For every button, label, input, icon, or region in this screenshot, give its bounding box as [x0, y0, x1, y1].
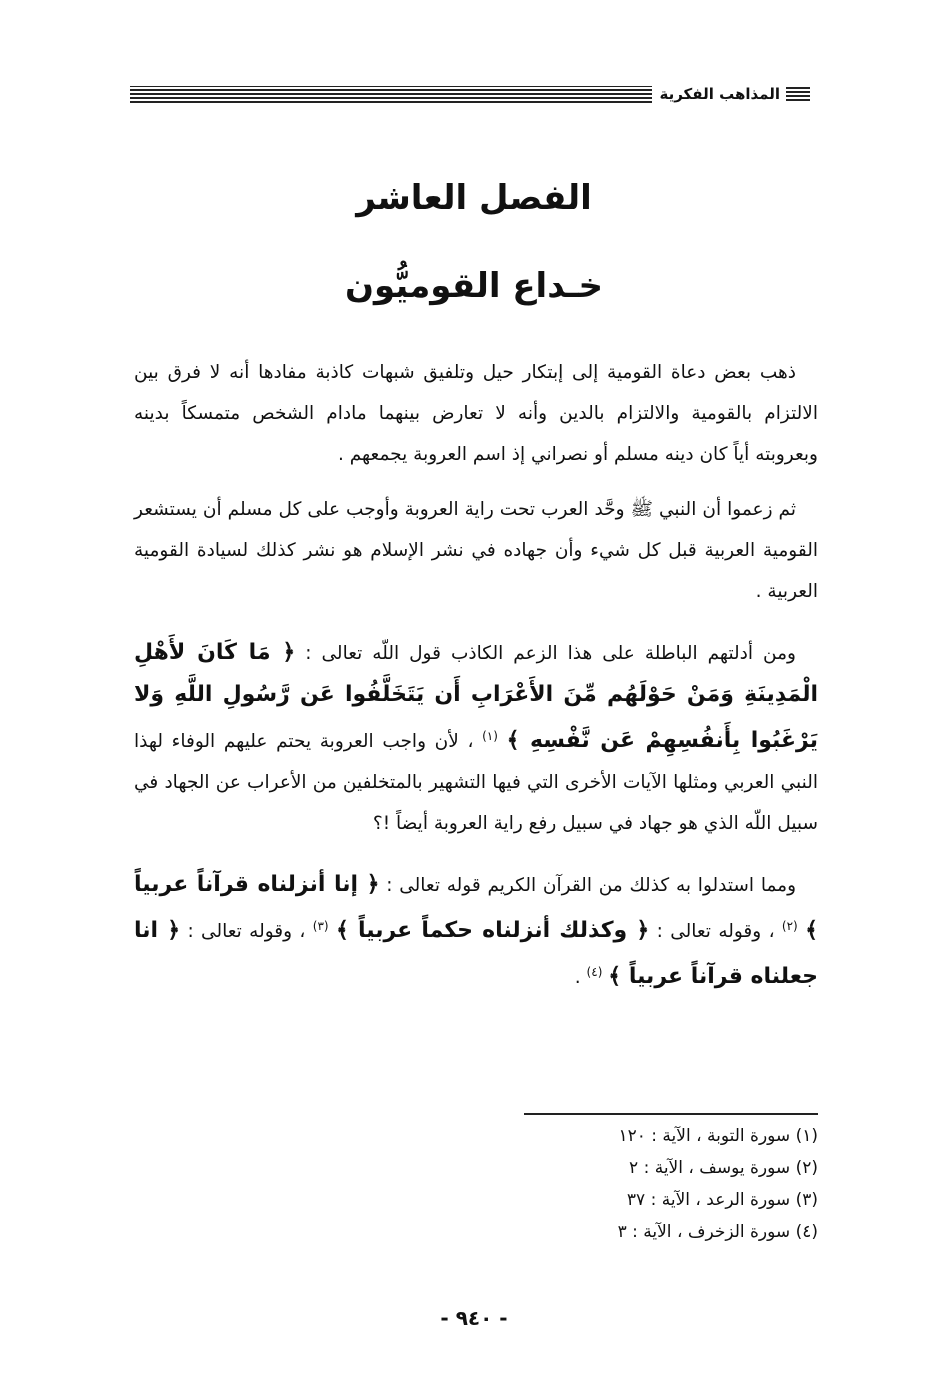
quran-verse-4: ﴿ انا جعلناه قرآناً عربياً ﴾	[134, 918, 818, 990]
header-lines-icon	[786, 87, 810, 101]
paragraph-4-intro: ومما استدلوا به كذلك من القرآن الكريم قوله تعالى :	[379, 875, 797, 897]
footnote-ref-1: (١)	[482, 729, 498, 743]
paragraph-1: ذهب بعض دعاة القومية إلى إبتكار حيل وتلفيق شبهات كاذبة مفادها أنه لا فرق بين الالتزام بالقومية والالتزام بالدين وأنه لا تعارض بينهما مادام الشخص متمسكاً بدينه وبعروبته أياً كان دينه مسلم أو نصراني إذ اسم العروبة يجمعهم .	[134, 362, 818, 465]
paragraph-3-intro: ومن أدلتهم الباطلة على هذا الزعم الكاذب قول اللّه تعالى :	[295, 643, 796, 664]
quran-verse-3: ﴿ وكذلك أنزلناه حكماً عربياً ﴾	[335, 918, 650, 944]
paragraph-4-mid-2: ، وقوله تعالى :	[180, 921, 313, 943]
paragraph-2: ثم زعموا أن النبي ﷺ وحَّد العرب تحت راية العروبة وأوجب على كل مسلم أن يستشعر القومية العربية قبل كل شيء وأن جهاده في نشر الإسلام هو نشر كذلك لسيادة القومية العربية .	[134, 499, 818, 602]
chapter-subtitle: خـداع القوميُّون	[345, 266, 603, 306]
footnote-1: (١) سورة التوبة ، الآية : ١٢٠	[618, 1126, 818, 1146]
paragraph-3-rest: ، لأن واجب العروبة يحتم عليهم الوفاء لهذا النبي العربي ومثلها الآيات الأخرى التي فيها التشهير بالمتخلفين من الأعراب عن الجهاد في سبيل اللّه الذي هو جهاد في سبيل رفع راية العروبة أيضاً !؟	[134, 731, 818, 835]
footnote-2: (٢) سورة يوسف ، الآية : ٢	[629, 1158, 818, 1178]
paragraph-4-mid-1: ، وقوله تعالى :	[649, 921, 782, 943]
paragraph-4	[134, 864, 818, 998]
chapter-title: الفصل العاشر	[356, 178, 592, 218]
footnote-3: (٣) سورة الرعد ، الآية : ٣٧	[626, 1190, 818, 1210]
quran-verse-2: ﴿ إنا أنزلناه قرآناً عربياً ﴾	[134, 872, 818, 944]
footnotes	[500, 1120, 818, 1248]
paragraph-3	[134, 632, 818, 844]
header-rule	[130, 86, 652, 103]
footnote-ref-2: (٢)	[781, 919, 798, 934]
footnote-ref-4: (٤)	[586, 965, 603, 980]
page-number: - ٩٤٠ -	[440, 1306, 508, 1330]
quran-verse-1: ﴿ مَا كَانَ لأَهْلِ الْمَدِينَةِ وَمَنْ حَوْلَهُم مِّنَ الأَعْرَابِ أَن يَتَخَلَّفُوا عَن رَّسُولِ اللَّهِ وَلا يَرْغَبُوا بِأَنفُسِهِمْ عَن نَّفْسِهِ ﴾	[134, 640, 818, 754]
paragraph-4-end: .	[574, 967, 587, 989]
running-title: المذاهب الفكرية	[659, 85, 780, 103]
footnote-4: (٤) سورة الزخرف ، الآية : ٣	[617, 1222, 818, 1242]
footnote-ref-3: (٣)	[312, 919, 329, 934]
body-text	[134, 352, 818, 998]
footnote-separator	[524, 1113, 818, 1115]
running-header	[130, 80, 810, 108]
